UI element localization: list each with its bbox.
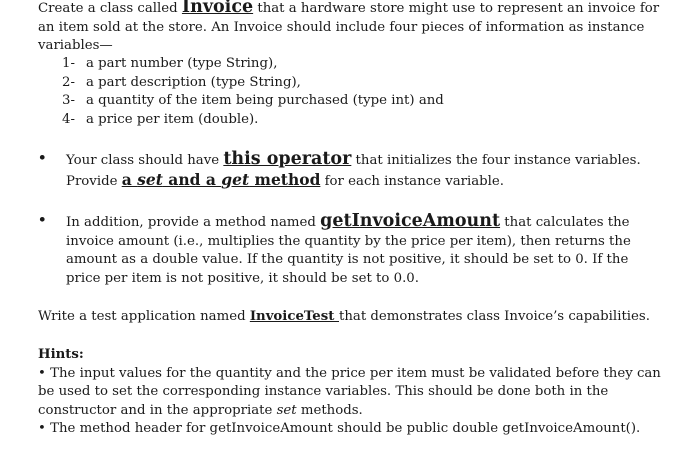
intro-paragraph [38,0,670,56]
test-paragraph [38,308,670,327]
hints-section [38,346,670,439]
list-item [38,111,670,130]
list-number: 2- [62,74,75,90]
instance-variable-list [38,55,670,129]
list-text: a price per item (double). [86,111,259,127]
list-item [38,92,670,111]
list-number: 3- [62,93,75,109]
class-name: Invoice [181,0,254,17]
list-item [38,55,670,74]
hints-heading: Hints: [38,347,84,362]
method-name: getInvoiceAmount [320,211,501,231]
list-number: 4- [62,111,75,127]
intro-text-start: Create a class called [38,1,182,16]
constructor-bullet [38,150,666,191]
bullet-text: that initializes the four instance variables. Provide [66,153,641,189]
emphasis-text: method [249,169,321,189]
bullet-marker: • [38,213,47,228]
set-get-method-emphasis [122,170,321,189]
bullet-marker: • [38,151,47,166]
list-text: a part description (type String), [86,74,301,90]
hint-item: • The method header for getInvoiceAmount should be public double getInvoiceAmount(). [38,421,641,437]
test-class-name: InvoiceTest [249,309,339,324]
bullet-text: Your class should have [66,153,224,168]
set-word: set [137,169,163,189]
list-item [38,74,670,93]
hint-text: • The input values for the quantity and the price per item must be validated before they can be used to set the corresponding instance variables. This should be done both in the constructor and in the appropriate [38,365,661,418]
hint-set-word: set [276,402,297,418]
hint-item [38,365,670,421]
get-invoice-amount-bullet [38,212,666,288]
list-text: a quantity of the item being purchased (type int) and [86,93,444,109]
list-number: 1- [62,56,75,71]
emphasis-text: and a [162,169,222,189]
bullet-text: In addition, provide a method named [66,215,321,230]
bullet-text: that calculates the invoice amount (i.e., multiplies the quantity by the price per item), then returns the amount as a double value. If the quantity is not positive, it should be set to 0. If the price per item is not positive, it should be set to 0.0. [66,215,631,286]
list-text: a part number (type String), [86,56,278,71]
emphasis-text: a [121,169,138,189]
intro-text-end: that a hardware store might use to represent an invoice for an item sold at the store. An Invoice should include four pieces of information as instance variables— [38,1,660,54]
test-text-end: that demonstrates class Invoice’s capabilities. [339,309,650,324]
test-text-start: Write a test application named [38,309,250,324]
get-word: get [221,169,250,189]
bullet-text: for each instance variable. [320,173,505,189]
this-operator-emphasis: this operator [223,149,352,169]
hint-text: methods. [296,402,363,418]
